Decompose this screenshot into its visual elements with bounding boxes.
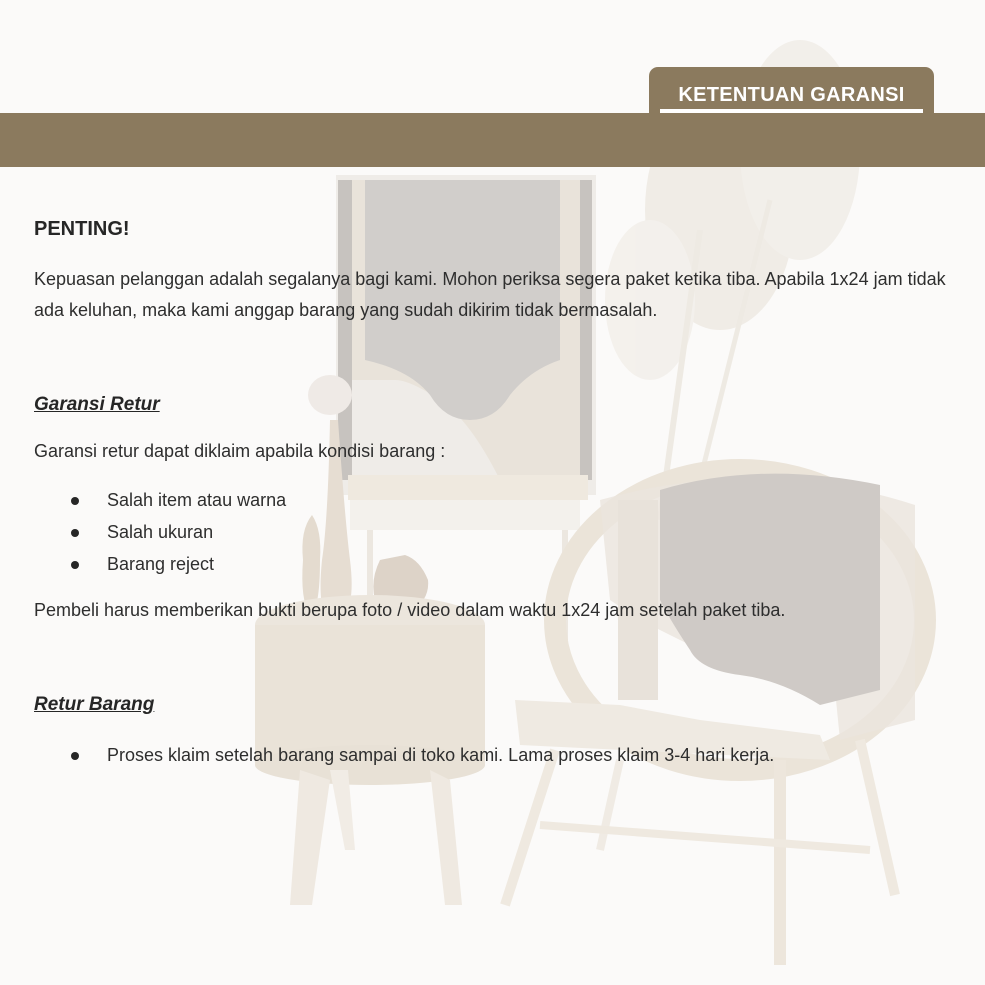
return-guarantee-heading: Garansi Retur (34, 394, 160, 415)
return-guarantee-intro: Garansi retur dapat diklaim apabila kondisi barang : (34, 441, 446, 461)
return-conditions-list (34, 484, 286, 580)
section-tab-label: KETENTUAN GARANSI (678, 84, 905, 106)
tab-underline (660, 109, 923, 113)
satisfaction-paragraph: Kepuasan pelanggan adalah segalanya bagi kami. Mohon periksa segera paket ketika tiba. Apabila 1x24 jam tidak ada keluhan, maka kami anggap barang yang sudah dikirim tidak bermasalah. (34, 269, 946, 320)
important-heading: PENTING! (34, 218, 130, 240)
bullet-icon (71, 497, 79, 505)
bullet-icon (71, 561, 79, 569)
section-tab (649, 67, 934, 127)
bullet-icon (71, 529, 79, 537)
item-return-list (34, 739, 774, 771)
list-item: Barang reject (34, 548, 286, 580)
bullet-icon (71, 752, 79, 760)
item-return-heading: Retur Barang (34, 694, 155, 715)
proof-requirement-note: Pembeli harus memberikan bukti berupa foto / video dalam waktu 1x24 jam setelah paket tiba. (34, 600, 786, 620)
list-item: Salah item atau warna (34, 484, 286, 516)
rattan-chair (505, 470, 925, 965)
list-item: Proses klaim setelah barang sampai di toko kami. Lama proses klaim 3-4 hari kerja. (34, 739, 774, 771)
list-item: Salah ukuran (34, 516, 286, 548)
